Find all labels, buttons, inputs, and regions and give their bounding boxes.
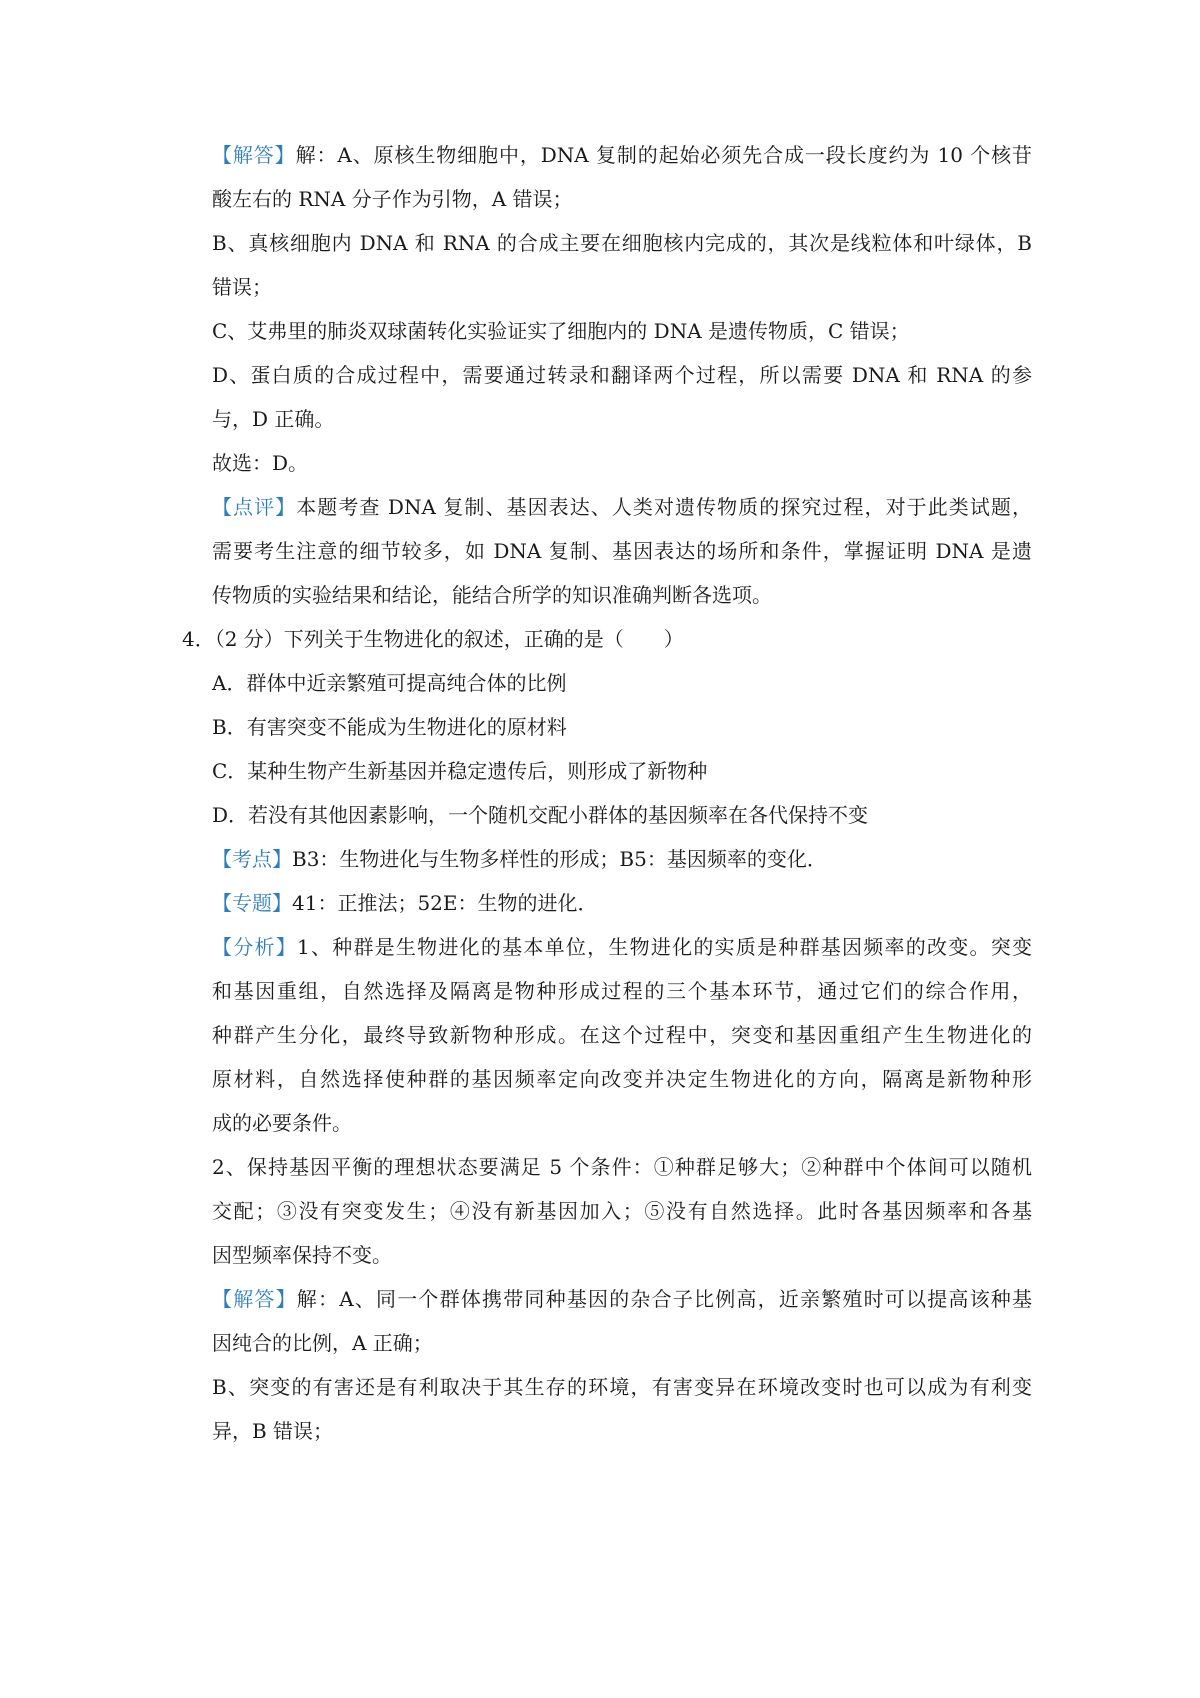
answer-choice: 故选：D。 [212, 451, 309, 475]
answer-text: 解：A、原核生物细胞中，DNA 复制的起始必须先合成一段长度约为 10 个核苷 [295, 143, 1032, 167]
kaodian-tag: 【考点】 [212, 847, 292, 871]
kaodian-text: B3：生物进化与生物多样性的形成；B5：基因频率的变化． [292, 847, 827, 871]
analysis-line: 交配；③没有突变发生；④没有新基因加入；⑤没有自然选择。此时各基因频率和各基 [212, 1199, 1032, 1223]
review-line [212, 492, 1032, 522]
answer-text: 解：A、同一个群体携带同种基因的杂合子比例高，近亲繁殖时可以提高该种基 [296, 1287, 1032, 1311]
review-line: 需要考生注意的细节较多，如 DNA 复制、基因表达的场所和条件，掌握证明 DNA 是遗 [212, 539, 1032, 563]
answer-tag: 【解答】 [212, 143, 296, 167]
analysis-text: 1、种群是生物进化的基本单位，生物进化的实质是种群基因频率的改变。突变 [296, 935, 1032, 959]
answer-line [212, 1284, 1032, 1314]
answer-line: C、艾弗里的肺炎双球菌转化实验证实了细胞内的 DNA 是遗传物质，C 错误； [212, 319, 910, 343]
analysis-line: 和基因重组，自然选择及隔离是物种形成过程的三个基本环节，通过它们的综合作用， [212, 979, 1032, 1003]
option-c: C．某种生物产生新基因并稳定遗传后，则形成了新物种 [212, 759, 708, 783]
kaodian-line [212, 844, 1032, 874]
review-text: 本题考查 DNA 复制、基因表达、人类对遗传物质的探究过程，对于此类试题， [296, 495, 1032, 519]
analysis-line [212, 932, 1032, 962]
answer-line: B、真核细胞内 DNA 和 RNA 的合成主要在细胞核内完成的，其次是线粒体和叶绿体，B [212, 231, 1032, 255]
analysis-line: 因型频率保持不变。 [212, 1243, 392, 1267]
answer-line: 与，D 正确。 [212, 407, 335, 431]
answer-line: 酸左右的 RNA 分子作为引物，A 错误； [212, 187, 573, 211]
answer-line: D、蛋白质的合成过程中，需要通过转录和翻译两个过程，所以需要 DNA 和 RNA 的参 [212, 363, 1032, 387]
analysis-line: 种群产生分化，最终导致新物种形成。在这个过程中，突变和基因重组产生生物进化的 [212, 1023, 1032, 1047]
option-d: D．若没有其他因素影响，一个随机交配小群体的基因频率在各代保持不变 [212, 803, 869, 827]
answer-line: 因纯合的比例，A 正确； [212, 1331, 433, 1355]
option-b: B．有害突变不能成为生物进化的原材料 [212, 715, 567, 739]
answer-line: B、突变的有害还是有利取决于其生存的环境，有害变异在环境改变时也可以成为有利变 [212, 1375, 1032, 1399]
zhuanti-line [212, 888, 1032, 918]
zhuanti-text: 41：正推法；52E：生物的进化． [292, 891, 598, 915]
analysis-line: 成的必要条件。 [212, 1111, 352, 1135]
analysis-line: 原材料，自然选择使种群的基因频率定向改变并决定生物进化的方向，隔离是新物种形 [212, 1067, 1032, 1091]
analysis-line: 2、保持基因平衡的理想状态要满足 5 个条件：①种群足够大；②种群中个体间可以随机 [212, 1155, 1032, 1179]
answer-line [212, 140, 1032, 170]
answer-tag: 【解答】 [212, 1287, 297, 1311]
question-stem: 4．（2 分）下列关于生物进化的叙述，正确的是（ ） [182, 627, 684, 651]
answer-line: 错误； [212, 275, 272, 299]
zhuanti-tag: 【专题】 [212, 891, 292, 915]
review-line: 传物质的实验结果和结论，能结合所学的知识准确判断各选项。 [212, 583, 772, 607]
option-a: A．群体中近亲繁殖可提高纯合体的比例 [212, 671, 567, 695]
review-tag: 【点评】 [212, 495, 297, 519]
answer-line: 异，B 错误； [212, 1419, 334, 1443]
analysis-tag: 【分析】 [212, 935, 297, 959]
